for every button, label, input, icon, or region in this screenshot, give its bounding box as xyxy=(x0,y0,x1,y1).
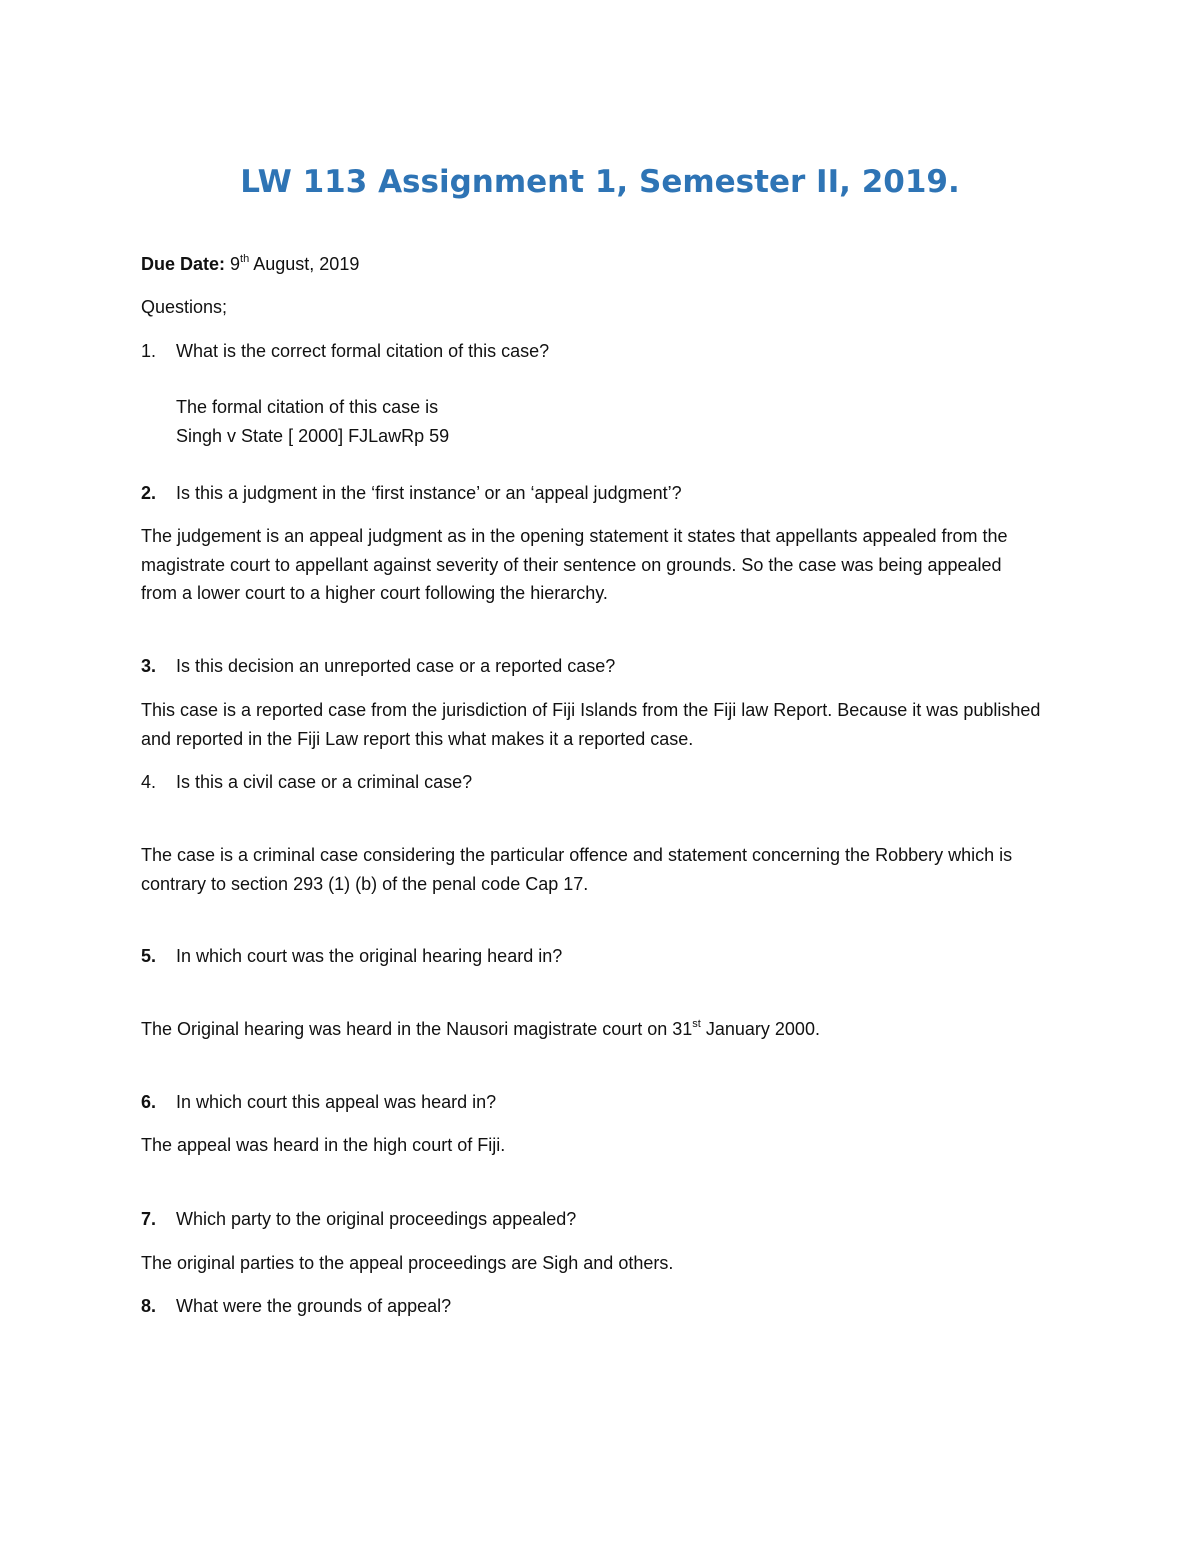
question-text: What is the correct formal citation of this case? xyxy=(176,341,550,361)
due-date-label: Due Date: xyxy=(141,254,226,274)
question-text: What were the grounds of appeal? xyxy=(176,1296,452,1316)
questions-label: Questions; xyxy=(141,297,228,317)
answer-6: The appeal was heard in the high court of Fiji. xyxy=(141,1135,506,1155)
question-number: 3. xyxy=(141,656,157,676)
question-text: In which court was the original hearing heard in? xyxy=(176,946,563,966)
answer-2: The judgement is an appeal judgment as in the opening statement it states that appellants appealed from the magistrate court to appellant against severity of their sentence on grounds. So the case was being appealed from a lower court to a higher court following the hierarchy. xyxy=(141,526,1008,603)
due-date-sup: th xyxy=(240,253,250,265)
question-text: Which party to the original proceedings appealed? xyxy=(176,1209,577,1229)
answer-5-sup: st xyxy=(692,1018,701,1030)
question-text: Is this a judgment in the ‘first instance’ or an ‘appeal judgment’? xyxy=(176,483,682,503)
answer-3: This case is a reported case from the jurisdiction of Fiji Islands from the Fiji law Report. Because it was published and reported in the Fiji Law report this what makes it a reported case. xyxy=(141,700,1041,749)
question-6 xyxy=(141,1088,496,1116)
answer-7: The original parties to the appeal proceedings are Sigh and others. xyxy=(141,1253,674,1273)
answer-4: The case is a criminal case considering the particular offence and statement concerning the Robbery which is contrary to section 293 (1) (b) of the penal code Cap 17. xyxy=(141,845,1013,894)
due-date-day: 9 xyxy=(230,254,241,274)
question-1 xyxy=(141,337,549,365)
document-title: LW 113 Assignment 1, Semester II, 2019. xyxy=(240,164,960,200)
question-5 xyxy=(141,942,562,970)
question-4 xyxy=(141,768,472,796)
due-date-rest: August, 2019 xyxy=(253,254,360,274)
question-7 xyxy=(141,1205,576,1233)
question-number: 7. xyxy=(141,1209,157,1229)
question-number: 1. xyxy=(141,341,157,361)
answer-1-line-1: The formal citation of this case is xyxy=(176,397,439,417)
question-3 xyxy=(141,652,615,680)
question-8 xyxy=(141,1292,451,1320)
question-number: 6. xyxy=(141,1092,157,1112)
question-text: Is this a civil case or a criminal case? xyxy=(176,772,473,792)
question-number: 5. xyxy=(141,946,157,966)
question-number: 4. xyxy=(141,772,157,792)
answer-5 xyxy=(141,1015,820,1043)
question-text: In which court this appeal was heard in? xyxy=(176,1092,497,1112)
due-date-line xyxy=(141,250,359,278)
answer-5-post: January 2000. xyxy=(705,1019,820,1039)
question-2 xyxy=(141,479,682,507)
question-number: 2. xyxy=(141,483,157,503)
answer-5-pre: The Original hearing was heard in the Nausori magistrate court on 31 xyxy=(141,1019,693,1039)
question-text: Is this decision an unreported case or a reported case? xyxy=(176,656,616,676)
question-number: 8. xyxy=(141,1296,157,1316)
answer-1-line-2: Singh v State [ 2000] FJLawRp 59 xyxy=(176,426,450,446)
